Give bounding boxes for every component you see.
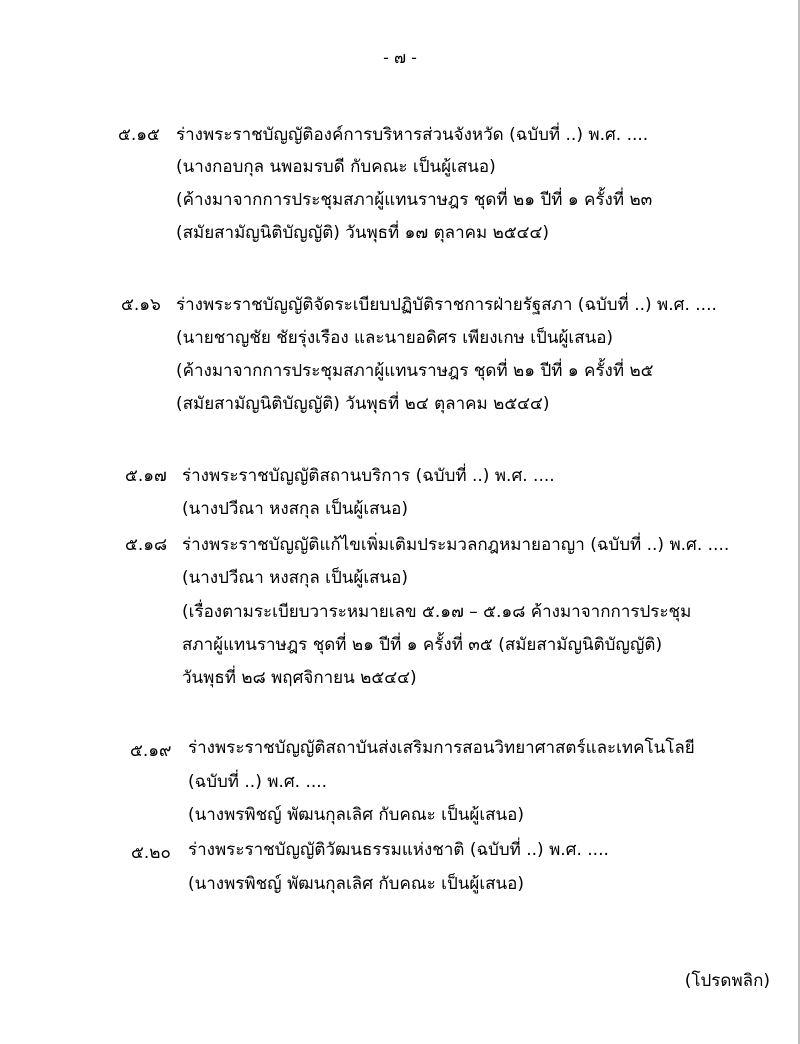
item-number: ๕.๒๐ bbox=[131, 843, 171, 863]
please-turn-over-note: (โปรดพลิก) bbox=[684, 971, 770, 991]
item-note: สภาผู้แทนราษฎร ชุดที่ ๒๑ ปีที่ ๑ ครั้งที่ ๓๕ (สมัยสามัญนิติบัญญัติ) bbox=[182, 635, 663, 655]
item-note: (เรื่องตามระเบียบวาระหมายเลข ๕.๑๗ – ๕.๑๘ ค้างมาจากการประชุม bbox=[182, 602, 692, 622]
item-proposer: (นางปวีณา หงสกุล เป็นผู้เสนอ) bbox=[182, 568, 408, 588]
item-proposer: (นางกอบกุล นพอมรบดี กับคณะ เป็นผู้เสนอ) bbox=[176, 157, 496, 177]
item-proposer: (นางปวีณา หงสกุล เป็นผู้เสนอ) bbox=[182, 499, 408, 519]
item-title-continued: (ฉบับที่ ..) พ.ศ. .... bbox=[188, 772, 328, 792]
item-note: (ค้างมาจากการประชุมสภาผู้แทนราษฎร ชุดที่ ๒๑ ปีที่ ๑ ครั้งที่ ๒๕ bbox=[176, 361, 654, 381]
item-proposer: (นายชาญชัย ชัยรุ่งเรือง และนายอดิศร เพียงเกษ เป็นผู้เสนอ) bbox=[176, 328, 614, 348]
item-note: (สมัยสามัญนิติบัญญัติ) วันพุธที่ ๑๗ ตุลาคม ๒๕๔๔) bbox=[176, 223, 550, 243]
item-note: วันพุธที่ ๒๘ พฤศจิกายน ๒๕๔๔) bbox=[182, 668, 417, 688]
item-number: ๕.๑๕ bbox=[118, 125, 160, 145]
item-number: ๕.๑๖ bbox=[121, 295, 161, 315]
item-title: ร่างพระราชบัญญัติสถานบริการ (ฉบับที่ ..) พ.ศ. .... bbox=[182, 466, 555, 486]
item-proposer: (นางพรพิชญ์ พัฒนกุลเลิศ กับคณะ เป็นผู้เสนอ) bbox=[188, 805, 524, 825]
item-title: ร่างพระราชบัญญัติวัฒนธรรมแห่งชาติ (ฉบับที่ ..) พ.ศ. .... bbox=[188, 840, 609, 860]
item-number: ๕.๑๙ bbox=[130, 741, 172, 761]
item-title: ร่างพระราชบัญญัติองค์การบริหารส่วนจังหวัด (ฉบับที่ ..) พ.ศ. .... bbox=[176, 125, 649, 145]
item-number: ๕.๑๗ bbox=[125, 466, 167, 486]
page-number: - ๗ - bbox=[383, 48, 417, 67]
item-note: (สมัยสามัญนิติบัญญัติ) วันพุธที่ ๒๔ ตุลาคม ๒๕๔๔) bbox=[176, 394, 550, 414]
item-title: ร่างพระราชบัญญัติแก้ไขเพิ่มเติมประมวลกฎหมายอาญา (ฉบับที่ ..) พ.ศ. .... bbox=[182, 535, 730, 555]
item-proposer: (นางพรพิชญ์ พัฒนกุลเลิศ กับคณะ เป็นผู้เสนอ) bbox=[188, 874, 524, 894]
item-title: ร่างพระราชบัญญัติจัดระเบียบปฏิบัติราชการฝ่ายรัฐสภา (ฉบับที่ ..) พ.ศ. .... bbox=[176, 295, 717, 315]
item-number: ๕.๑๘ bbox=[125, 535, 168, 555]
item-title: ร่างพระราชบัญญัติสถาบันส่งเสริมการสอนวิทยาศาสตร์และเทคโนโลยี bbox=[188, 738, 695, 758]
item-note: (ค้างมาจากการประชุมสภาผู้แทนราษฎร ชุดที่ ๒๑ ปีที่ ๑ ครั้งที่ ๒๓ bbox=[176, 190, 653, 210]
